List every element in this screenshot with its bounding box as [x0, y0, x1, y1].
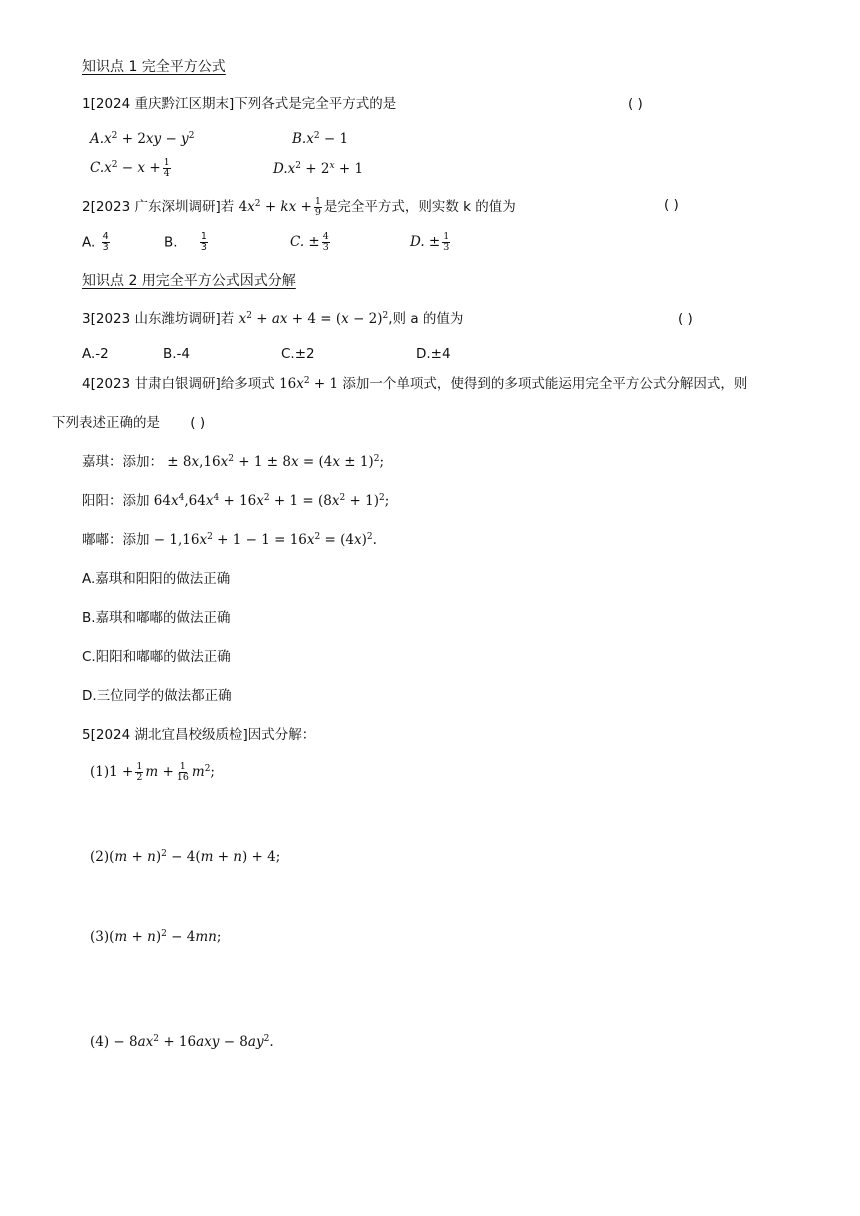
question-3-stem: [82, 311, 463, 329]
option-label: C. ±: [290, 233, 320, 250]
option-label: D.: [273, 161, 288, 177]
question-3-option-d: D.±4: [416, 346, 451, 362]
question-3-option-c: C.±2: [281, 346, 315, 362]
question-1-option-a: $A.x^2 + 2xy - y^2$: [90, 131, 195, 147]
question-3-option-b: B.-4: [163, 346, 191, 362]
option-label: A.: [90, 131, 105, 147]
question-4-option-b: B.嘉琪和嘟嘟的做法正确: [82, 610, 231, 626]
question-1-option-c: $C.x^2 - x$ + $\frac{1}{4}$: [90, 157, 170, 179]
question-5-part-4: $(4) - 8ax^2 + 16axy - 8ay^2$.: [90, 1034, 274, 1050]
student-label: 阳阳：添加: [82, 493, 150, 509]
question-4-option-a: A.嘉琪和阳阳的做法正确: [82, 571, 231, 587]
question-1-answer-paren: ( ): [628, 96, 643, 112]
question-4-answer-paren: ( ): [190, 415, 206, 431]
question-4-jiaqi-line: [82, 454, 384, 472]
question-2-expression: $4x^2$ + kx + $\frac{1}{9}$: [238, 196, 321, 218]
option-label: D. ±: [410, 233, 441, 250]
question-4-option-c: C.阳阳和嘟嘟的做法正确: [82, 649, 231, 665]
question-3-answer-paren: ( ): [678, 311, 693, 327]
option-label: C.: [90, 159, 105, 176]
option-label: B.: [292, 131, 307, 147]
question-5-part-2: $(2)(m + n)^2 - 4(m + n) + 4$;: [90, 849, 281, 865]
question-4-stem-line-1: [82, 376, 747, 394]
option-label: A.: [82, 234, 96, 251]
question-2-option-d: D. ± $\frac{1}{3}$: [410, 231, 450, 253]
question-4-option-d: D.三位同学的做法都正确: [82, 688, 232, 704]
question-1-option-b: $B.x^2 - 1$: [292, 131, 349, 147]
question-2-stem-after: 是完全平方式，则实数 k 的值为: [323, 198, 516, 215]
question-4-dudu-line: [82, 532, 377, 550]
question-4-stem-before: 4[2023 甘肃白银调研]给多项式: [82, 376, 275, 392]
question-2-stem-before: 2[2023 广东深圳调研]若: [82, 198, 235, 215]
question-2-option-b: B. $\frac{1}{3}$: [164, 231, 207, 253]
question-3-stem-before: 3[2023 山东潍坊调研]若: [82, 311, 235, 327]
question-1-stem: 1[2024 重庆黔江区期末]下列各式是完全平方式的是: [82, 96, 397, 112]
jiaqi-expression: ± $8x,16x^2 + 1 \pm 8x = (4x \pm 1)^2$;: [167, 454, 384, 470]
question-5-stem: 5[2024 湖北宜昌校级质检]因式分解：: [82, 727, 316, 743]
question-4-stem-line-2: 下列表述正确的是 ( ): [52, 415, 206, 431]
question-5-part-1: (1)1 + $\frac{1}{2}$ m + $\frac{1}{16}$ $m^2$;: [90, 761, 215, 783]
question-1-option-d: $D.x^2 + 2^x + 1$: [273, 161, 364, 177]
question-2-stem: [82, 197, 516, 218]
question-5-part-3: $(3)(m + n)^2 - 4mn$;: [90, 929, 222, 945]
question-3-expression: $x^2$ + ax + $4 = (x - 2)^2$: [238, 311, 389, 327]
yangyang-expression: $64x^4,64x^4 + 16x^2 + 1 = (8x^2 + 1)^2$;: [153, 493, 390, 509]
section-heading-2: 知识点 2 用完全平方公式因式分解: [82, 273, 296, 289]
student-label: 嘟嘟：添加: [82, 532, 150, 548]
question-4-stem-after: 添加一个单项式，使得到的多项式能运用完全平方公式分解因式，则: [342, 376, 748, 392]
option-label: B.: [164, 234, 178, 251]
question-4-yangyang-line: [82, 493, 389, 511]
question-2-option-c: C. ± $\frac{4}{3}$: [290, 231, 329, 253]
question-4-expression: $16x^2 + 1$: [279, 376, 339, 392]
student-label: 嘉琪：添加：: [82, 454, 163, 470]
question-2-answer-paren: ( ): [664, 197, 679, 213]
question-2-option-a: A. $\frac{4}{3}$: [82, 231, 109, 253]
section-heading-1: 知识点 1 完全平方公式: [82, 59, 226, 75]
question-3-stem-after: ,则 a 的值为: [388, 311, 464, 327]
dudu-expression: − $1,16x^2 + 1 - 1 = 16x^2 = (4x)^2$.: [153, 532, 377, 548]
question-3-option-a: A.-2: [82, 346, 109, 362]
